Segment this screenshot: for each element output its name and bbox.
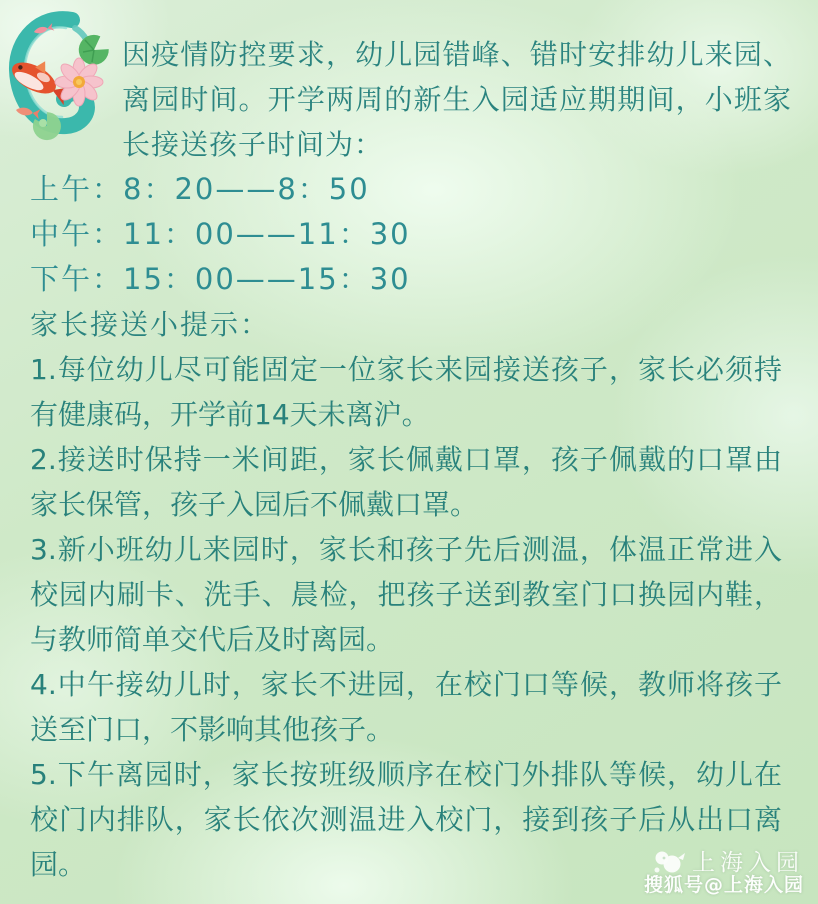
watermark-brand-line — [644, 850, 804, 876]
schedule-morning: 上午：8：20——8：50 — [30, 172, 370, 206]
tip-3: 3.新小班幼儿来园时，家长和孩子先后测温，体温正常进入校园内刷卡、洗手、晨检，把孩子送到教室门口换园内鞋，与教师简单交代后及时离园。 — [30, 533, 782, 656]
tip-5: 5.下午离园时，家长按班级顺序在校门外排队等候，幼儿在校门内排队，家长依次测温进入校门，接到孩子后从出口离园。 — [30, 758, 782, 881]
intro-paragraph: 因疫情防控要求，幼儿园错峰、错时安排幼儿来园、离园时间。开学两周的新生入园适应期期间，小班家长接送孩子时间为： — [122, 38, 792, 161]
schedule-afternoon: 下午：15：00——15：30 — [30, 262, 411, 296]
koi-fish-logo-icon — [652, 850, 686, 876]
tips-heading: 家长接送小提示： — [30, 308, 271, 341]
schedule-noon: 中午：11：00——11：30 — [30, 217, 411, 251]
watermark — [644, 850, 804, 896]
tip-4: 4.中午接幼儿时，家长不进园，在校门口等候，教师将孩子送至门口，不影响其他孩子。 — [30, 668, 782, 746]
tip-2: 2.接送时保持一米间距，家长佩戴口罩，孩子佩戴的口罩由家长保管，孩子入园后不佩戴口罩。 — [30, 443, 782, 521]
watermark-brand: 上海入园 — [692, 850, 804, 876]
watermark-account: 搜狐号@上海入园 — [643, 874, 804, 896]
tip-1: 1.每位幼儿尽可能固定一位家长来园接送孩子，家长必须持有健康码，开学前14天未离沪。 — [30, 353, 782, 431]
